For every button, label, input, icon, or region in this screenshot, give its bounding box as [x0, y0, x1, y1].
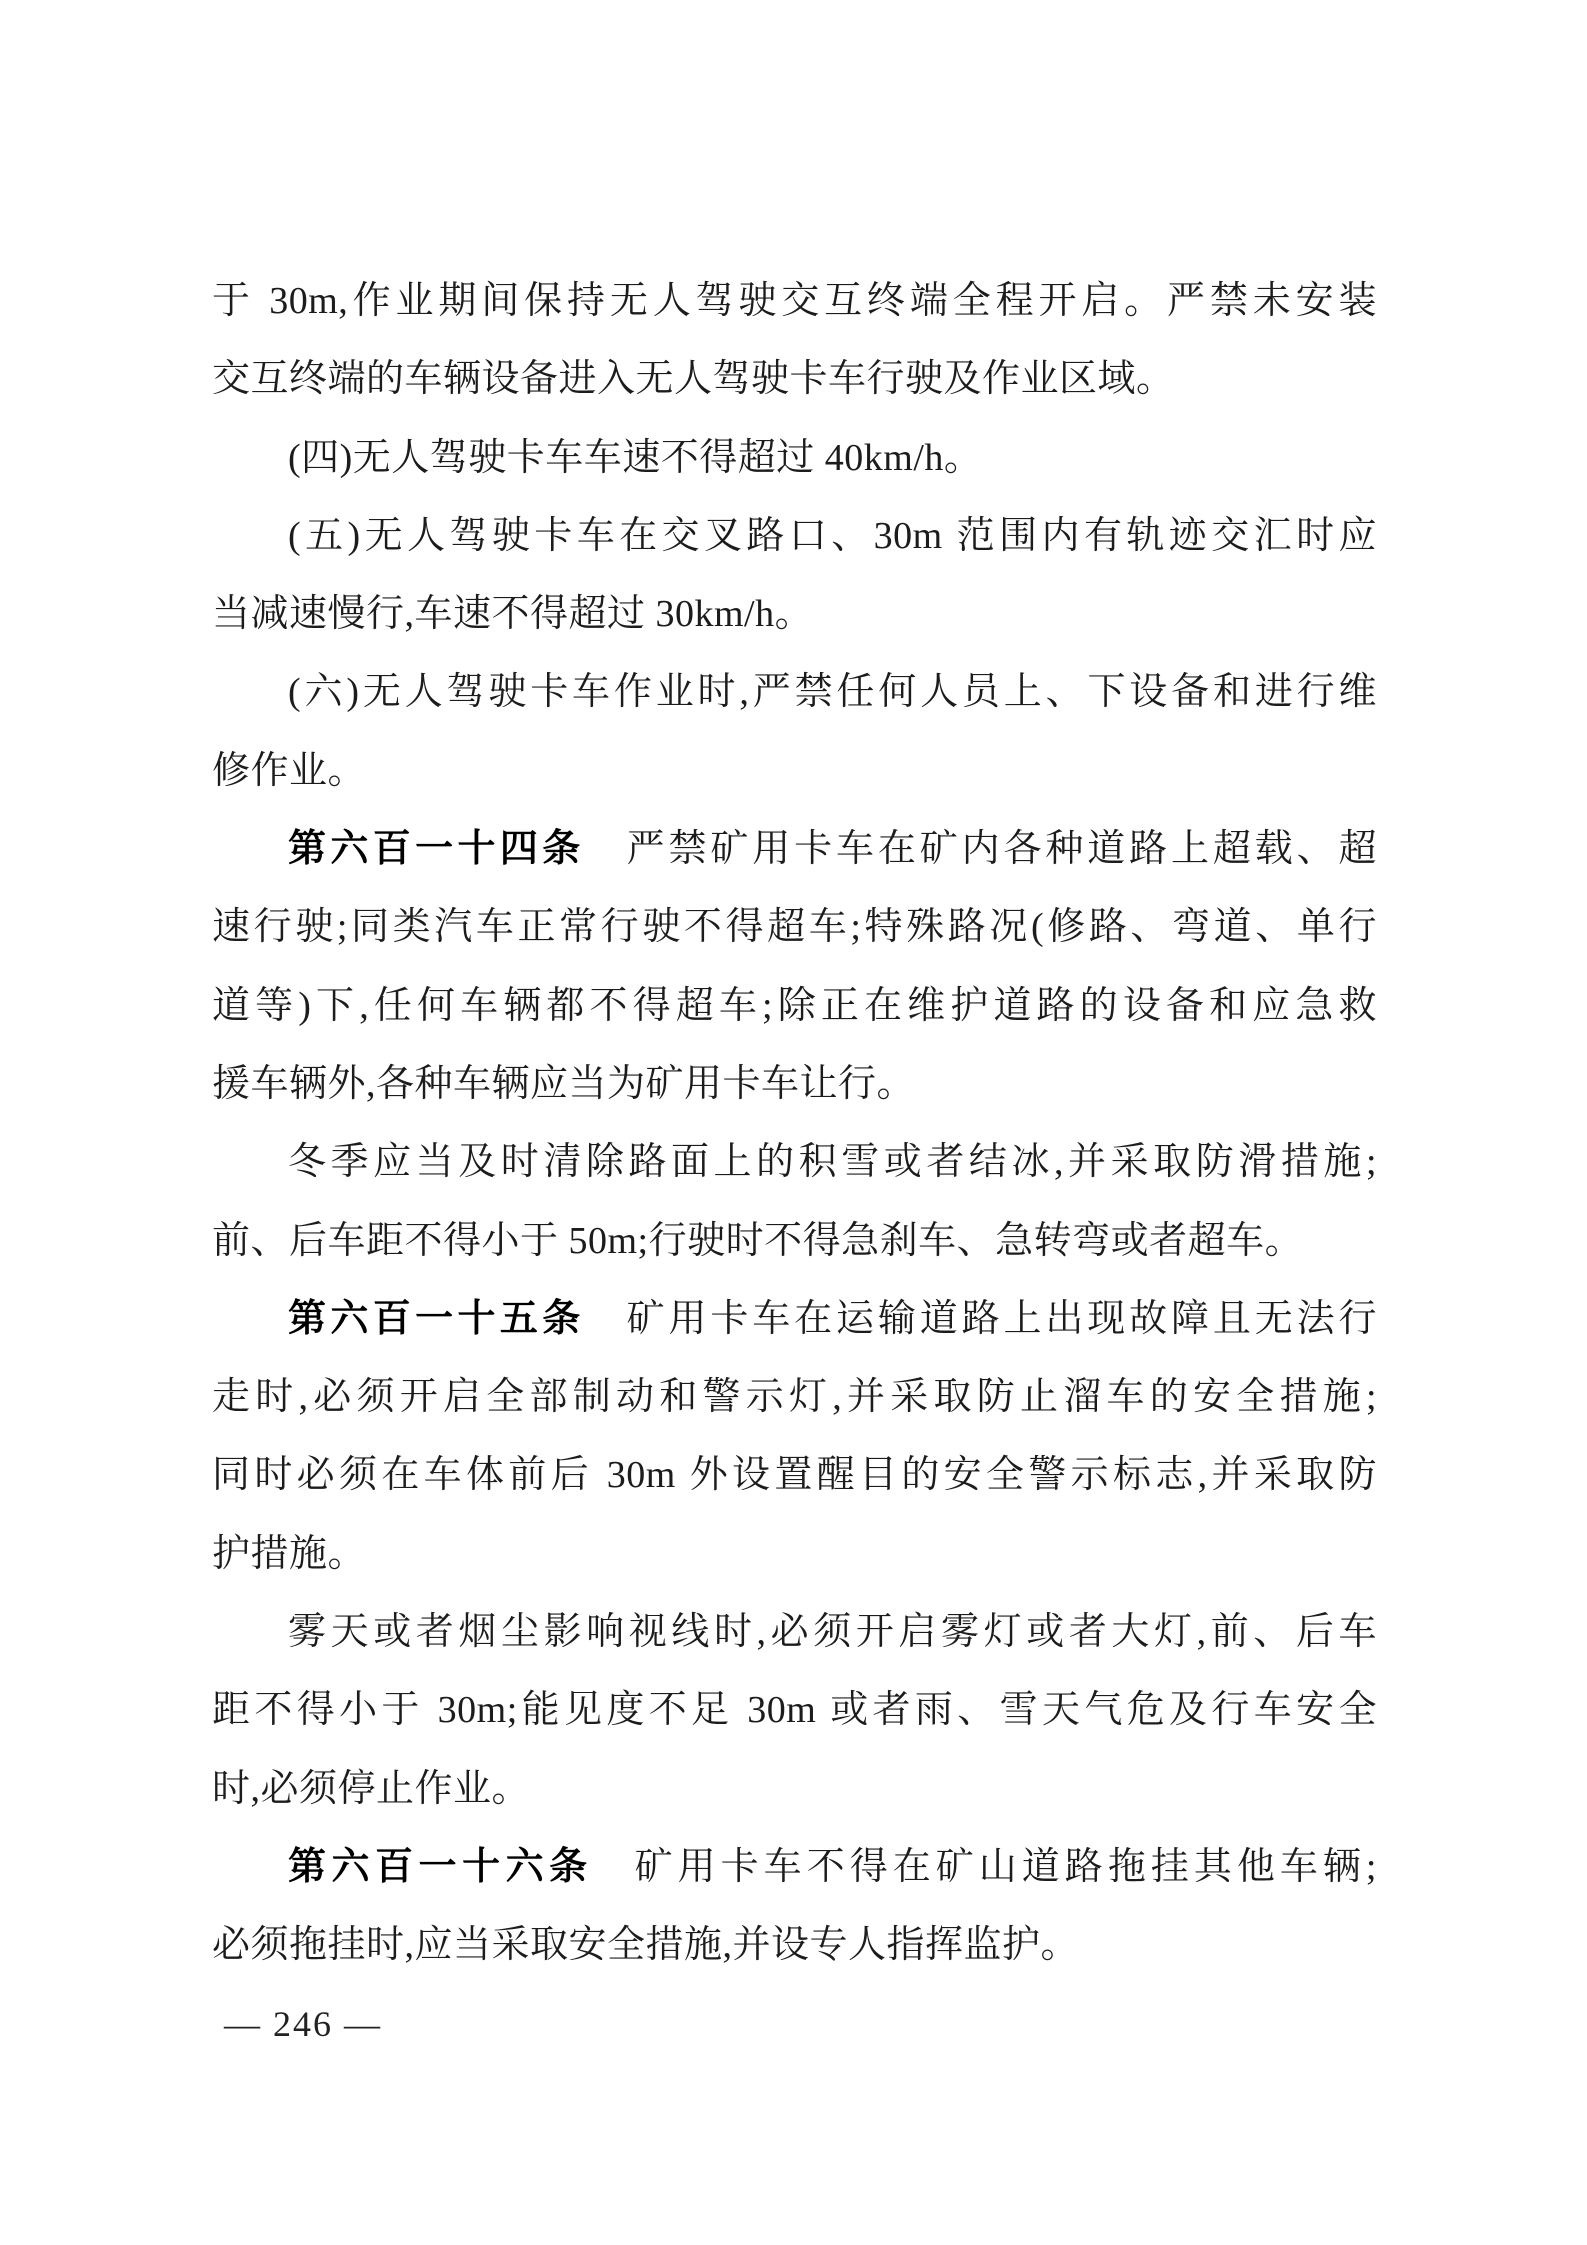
body-text: (四)无人驾驶卡车车速不得超过 40km/h。	[288, 436, 983, 479]
text-line	[212, 1436, 1377, 1514]
body-text: 前、后车距不得小于 50m;行驶时不得急刹车、急转弯或者超车。	[212, 1219, 1304, 1262]
text-line	[212, 732, 1377, 810]
text-line	[212, 1515, 1377, 1593]
body-text: 距不得小于 30m;能见度不足 30m 或者雨、雪天气危及行车安全	[212, 1689, 1377, 1732]
text-line	[212, 1358, 1377, 1436]
text-line	[212, 340, 1377, 418]
text-line-article-615	[212, 1280, 1377, 1358]
text-line	[212, 1202, 1377, 1280]
body-text: 严禁矿用卡车在矿内各种道路上超载、超	[626, 828, 1377, 871]
body-text: 雾天或者烟尘影响视线时,必须开启雾灯或者大灯,前、后车	[288, 1611, 1377, 1654]
body-text: 必须拖挂时,应当采取安全措施,并设专人指挥监护。	[212, 1924, 1080, 1967]
body-text: (五)无人驾驶卡车在交叉路口、30m 范围内有轨迹交汇时应	[288, 514, 1377, 557]
text-line	[212, 1045, 1377, 1123]
body-text: 于 30m,作业期间保持无人驾驶交互终端全程开启。严禁未安装	[212, 280, 1377, 322]
text-line-article-616	[212, 1828, 1377, 1906]
page-number: — 246 —	[224, 2003, 382, 2044]
body-text: 矿用卡车不得在矿山道路拖挂其他车辆;	[634, 1845, 1377, 1888]
text-line	[212, 967, 1377, 1045]
text-line	[212, 1750, 1377, 1828]
text-line-item-5	[212, 497, 1377, 575]
text-line-item-4	[212, 419, 1377, 497]
body-text: 援车辆外,各种车辆应当为矿用卡车让行。	[212, 1062, 916, 1105]
body-text: 道等)下,任何车辆都不得超车;除正在维护道路的设备和应急救	[212, 984, 1377, 1027]
text-line	[212, 575, 1377, 653]
text-line	[212, 1906, 1377, 1984]
text-line-item-6	[212, 653, 1377, 731]
document-body	[212, 262, 1377, 2063]
article-615-label: 第六百一十五条	[288, 1297, 585, 1340]
body-text: (六)无人驾驶卡车作业时,严禁任何人员上、下设备和进行维	[288, 671, 1377, 714]
article-616-label: 第六百一十六条	[288, 1845, 593, 1888]
body-text: 冬季应当及时清除路面上的积雪或者结冰,并采取防滑措施;	[288, 1141, 1377, 1184]
body-text: 交互终端的车辆设备进入无人驾驶卡车行驶及作业区域。	[212, 358, 1175, 401]
body-text: 护措施。	[212, 1532, 367, 1575]
text-line	[212, 1671, 1377, 1749]
text-line	[212, 1593, 1377, 1671]
article-614-label: 第六百一十四条	[288, 828, 585, 871]
text-line	[212, 888, 1377, 966]
body-text: 速行驶;同类汽车正常行驶不得超车;特殊路况(修路、弯道、单行	[212, 906, 1377, 949]
body-text: 矿用卡车在运输道路上出现故障且无法行	[626, 1297, 1377, 1340]
text-line	[212, 1123, 1377, 1201]
text-line-article-614	[212, 810, 1377, 888]
text-line	[212, 262, 1377, 340]
body-text: 修作业。	[212, 749, 367, 792]
body-text: 同时必须在车体前后 30m 外设置醒目的安全警示标志,并采取防	[212, 1454, 1377, 1497]
body-text: 走时,必须开启全部制动和警示灯,并采取防止溜车的安全措施;	[212, 1376, 1377, 1419]
body-text: 时,必须停止作业。	[212, 1767, 531, 1810]
body-text: 当减速慢行,车速不得超过 30km/h。	[212, 593, 814, 636]
